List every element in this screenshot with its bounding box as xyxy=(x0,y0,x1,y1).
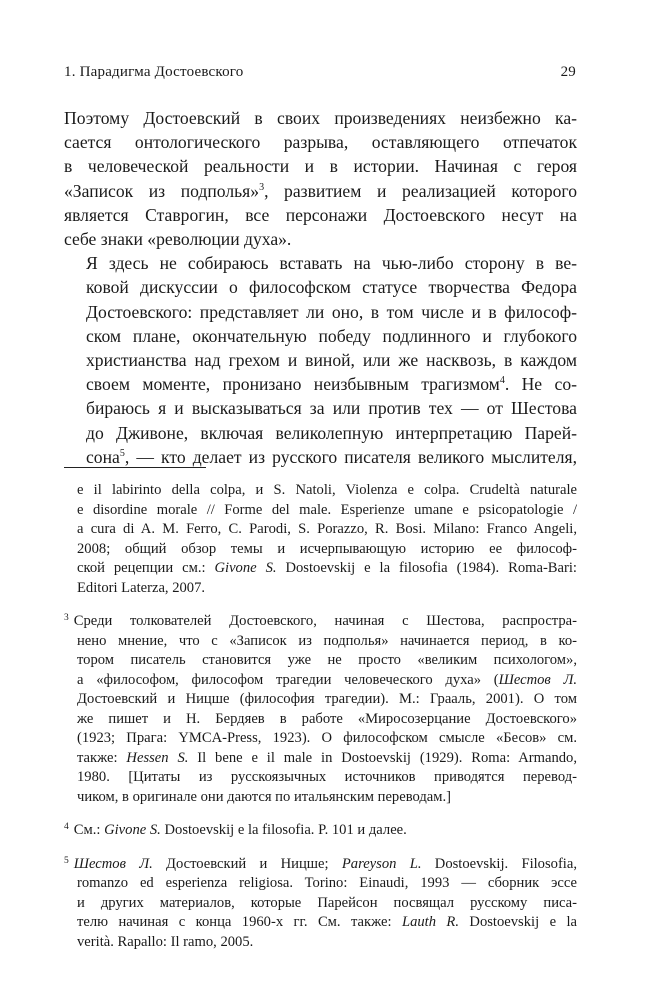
note-line xyxy=(64,818,577,841)
note-line: 1980. [Цитаты из русскоязычных источников приводятся перевод- xyxy=(77,769,577,785)
note-line: e disordine morale // Forme del male. Esperienze umane e psicopatologie / xyxy=(77,501,577,518)
footnote-number: 3 xyxy=(64,613,69,623)
note-fragment: Dostoevskij e la xyxy=(459,914,577,930)
text-fragment: , развитием и реализацией которого xyxy=(264,180,578,201)
running-header xyxy=(64,64,576,81)
text-fragment: — кто делает из русского писателя великого мыслителя, xyxy=(136,446,578,467)
text-line: себе знаки «революции духа». xyxy=(64,229,292,250)
text-line xyxy=(64,445,577,469)
page-number: 29 xyxy=(560,64,576,80)
note-line: тором писатель становится уже не просто «великим психологом», xyxy=(77,652,577,668)
note-line: нено мнение, что с «Записок из подполья» начинается период, в ко- xyxy=(77,632,577,649)
text-line xyxy=(64,372,577,396)
footnote-ref-5: 5 xyxy=(119,447,125,459)
text-line: сается онтологического разрыва, оставляющего отпечаток xyxy=(64,132,577,153)
footnote-number: 5 xyxy=(64,855,69,866)
chapter-title: 1. Парадигма Достоевского xyxy=(64,64,244,80)
note-fragment: Il bene e il male in Dostoevskij (1929). Roma: Armando, xyxy=(188,749,577,766)
text-line: ковой дискуссии о философском статусе творчества Федора xyxy=(86,277,577,298)
footnote-2-continued xyxy=(64,481,577,598)
footnote-divider xyxy=(64,467,206,468)
text-line: является Ставрогин, все персонажи Достоевского несут на xyxy=(64,204,577,225)
note-line xyxy=(64,559,577,579)
note-line: чиком, в оригинале они даются по итальянским переводам.] xyxy=(77,788,452,805)
footnotes xyxy=(64,481,577,963)
footnote-ref-4: 4 xyxy=(499,375,505,387)
author-name: Givone S. xyxy=(214,560,277,576)
text-fragment: . Не со- xyxy=(504,374,577,395)
text-line: бираюсь я и высказываться за или против тех — от Шестова xyxy=(86,398,577,419)
note-fragment: См.: xyxy=(73,822,105,838)
text-line: ском плане, окончательную победу подлинного и глубокого xyxy=(86,325,577,346)
note-fragment: также: xyxy=(77,749,127,766)
note-line xyxy=(64,671,577,691)
note-line: a cura di A. M. Ferro, C. Parodi, S. Porazzo, R. Bosi. Milano: Franco Angeli, xyxy=(77,521,577,537)
note-line xyxy=(64,913,577,933)
note-fragment: а «философом, философом трагедии человеческого духа» ( xyxy=(77,671,499,688)
text-line: христианства над грехом и виной, или же насквозь, в каждом xyxy=(86,350,577,371)
text-line: в человеческой реальности и в истории. Начиная с героя xyxy=(64,156,577,177)
note-line: Editori Laterza, 2007. xyxy=(77,579,206,596)
note-fragment: Dostoevskij e la filosofia (1984). Roma-Bari: xyxy=(276,560,577,576)
paragraph-2 xyxy=(64,251,577,469)
note-line: Достоевский и Ницше (философия трагедии). М.: Грааль, 2001). О том xyxy=(77,691,577,707)
note-line: 2008; общий обзор темы и исчерпывающую историю ее философ- xyxy=(77,540,577,557)
text-line xyxy=(64,179,577,203)
author-name: Hessen S. xyxy=(126,749,189,766)
note-line: же пишет и Н. Бердяев в работе «Миросозерцание Достоевского» xyxy=(77,710,577,727)
footnote-5 xyxy=(64,852,577,953)
main-text xyxy=(64,106,577,469)
text-line: Достоевского: представляет ли оно, в том числе и в философ- xyxy=(86,301,577,322)
note-line xyxy=(64,609,577,632)
author-name: Givone S. xyxy=(104,822,161,838)
footnote-ref-3: 3 xyxy=(259,181,265,193)
author-name: Шестов Л. xyxy=(73,855,153,872)
note-line: romanzo ed esperienza religiosa. Torino: Einaudi, 1993 — сборник эссе xyxy=(77,875,577,891)
footnote-number: 4 xyxy=(64,822,69,832)
footnote-4 xyxy=(64,818,577,841)
note-line: verità. Rapallo: Il ramo, 2005. xyxy=(77,933,254,950)
note-line: e il labirinto della colpa, и S. Natoli, Violenza e colpa. Crudeltà naturale xyxy=(77,482,577,498)
note-line: и других материалов, которые Парейсон посвящал русскому писа- xyxy=(77,894,577,911)
note-fragment: Достоевский и Ницше; xyxy=(152,855,342,872)
text-fragment: своем моменте, пронизано неизбывным трагизмом xyxy=(86,374,500,395)
note-line xyxy=(64,749,577,769)
footnote-3 xyxy=(64,609,577,807)
note-fragment: телю начиная с конца 1960-х гг. См. также: xyxy=(77,914,402,930)
text-line: Я здесь не собираюсь вставать на чью-либо сторону в ве- xyxy=(86,253,577,274)
text-line: Поэтому Достоевский в своих произведениях неизбежно ка- xyxy=(64,108,577,128)
note-line xyxy=(64,852,577,875)
note-fragment: ской рецепции см.: xyxy=(77,560,215,576)
author-name: Шестов Л. xyxy=(498,671,577,688)
note-fragment: Dostoevskij. Filosofia, xyxy=(421,855,577,872)
author-name: Pareyson L. xyxy=(341,855,422,872)
paragraph-1 xyxy=(64,106,577,251)
note-fragment: Dostoevskij e la filosofia. P. 101 и далее. xyxy=(160,822,407,838)
text-fragment: «Записок из подполья» xyxy=(64,180,260,201)
note-line: (1923; Прага: YMCA-Press, 1923). О философском смысле «Бесов» см. xyxy=(77,730,577,746)
note-fragment: Среди толкователей Достоевского, начиная с Шестова, распростра- xyxy=(73,613,577,629)
text-fragment: , xyxy=(124,446,137,467)
text-fragment: сона xyxy=(86,446,120,467)
author-name: Lauth R. xyxy=(401,914,459,930)
text-line: до Дживоне, включая великолепную интерпретацию Парей- xyxy=(86,422,577,443)
